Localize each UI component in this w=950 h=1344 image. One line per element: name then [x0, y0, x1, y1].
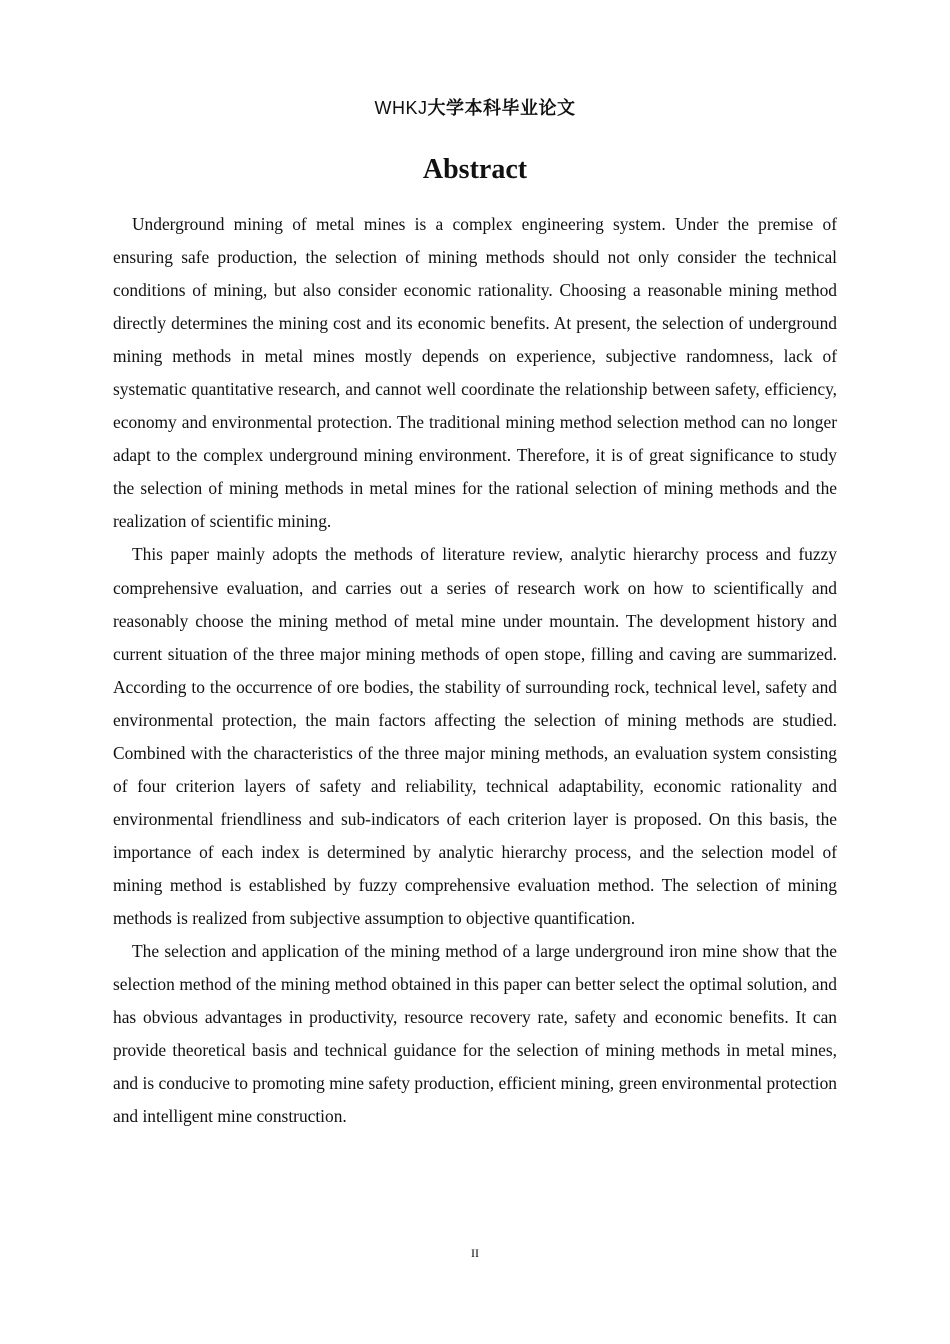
abstract-paragraph-3: The selection and application of the mining method of a large underground iron mine show that the selection method of the mining method obtained in this paper can better select the optimal solution, and has obvious advantages in productivity, resource recovery rate, safety and economic benefits. It can provide theoretical basis and technical guidance for the selection of mining methods in metal mines, and is conducive to promoting mine safety production, efficient mining, green environmental protection and intelligent mine construction.	[113, 941, 837, 1127]
abstract-title: Abstract	[422, 154, 528, 185]
running-header-latin: WHKJ	[374, 98, 428, 118]
page-number: II	[471, 1246, 479, 1260]
abstract-body	[113, 208, 837, 1133]
running-header-cjk: 大学本科毕业论文	[427, 98, 576, 119]
running-header	[0, 96, 950, 121]
abstract-paragraph-2: This paper mainly adopts the methods of literature review, analytic hierarchy process and fuzzy comprehensive evaluation, and carries out a series of research work on how to scientifically and reasonably choose the mining method of metal mine under mountain. The development history and current situation of the three major mining methods of open stope, filling and caving are summarized. According to the occurrence of ore bodies, the stability of surrounding rock, technical level, safety and environmental protection, the main factors affecting the selection of mining methods are studied. Combined with the characteristics of the three major mining methods, an evaluation system consisting of four criterion layers of safety and reliability, technical adaptability, economic rationality and environmental friendliness and sub-indicators of each criterion layer is proposed. On this basis, the importance of each index is determined by analytic hierarchy process, and the selection model of mining method is established by fuzzy comprehensive evaluation method. The selection of mining methods is realized from subjective assumption to objective quantification.	[113, 544, 837, 928]
abstract-paragraph-1: Underground mining of metal mines is a complex engineering system. Under the premise of ensuring safe production, the selection of mining methods should not only consider the technical conditions of mining, but also consider economic rationality. Choosing a reasonable mining method directly determines the mining cost and its economic benefits. At present, the selection of underground mining methods in metal mines mostly depends on experience, subjective randomness, lack of systematic quantitative research, and cannot well coordinate the relationship between safety, efficiency, economy and environmental protection. The traditional mining method selection method can no longer adapt to the complex underground mining environment. Therefore, it is of great significance to study the selection of mining methods in metal mines for the rational selection of mining methods and the realization of scientific mining.	[113, 214, 837, 532]
